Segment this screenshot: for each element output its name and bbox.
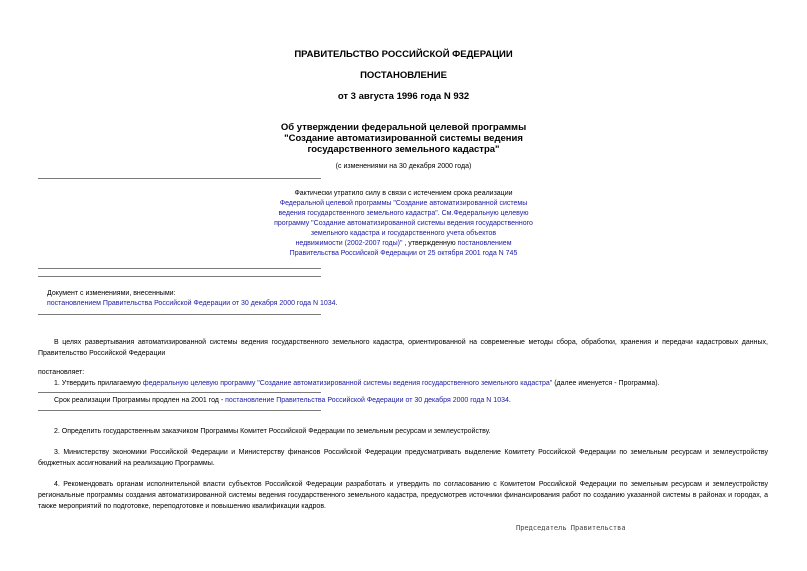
title-line-3: государственного земельного кадастра" [307,144,500,155]
term-text-a: Срок реализации Программы продлен на 2001 год - [54,397,226,404]
paragraph-2: 2. Определить государственным заказчиком Программы Комитет Российской Федерации по земельным ресурсам и землеустройству. [54,428,491,435]
intro-paragraph: В целях развертывания автоматизированной системы ведения государственного земельного кадастра, ориентированной на современные методы сбора, обработки, хранения и передачи кадастровых данных, Правительство Российской Федерации [38,339,768,357]
document-title [0,122,807,155]
title-line-2: "Создание автоматизированной системы ведения [284,133,523,144]
paragraph-3: 3. Министерству экономики Российской Федерации и Министерству финансов Российской Федерации предусматривать выделение Комитету Российской Федерации по земельным ресурсам и землеустройству бюджетных ассигнований на реализацию Программы. [38,449,768,467]
notice-line-1: Фактически утратило силу в связи с истечением срока реализации [294,190,513,197]
decree-word: постановляет: [38,369,85,376]
expiry-notice [0,189,807,259]
notice-approved-text: , утвержденную [402,240,458,247]
divider [38,392,321,393]
title-line-1: Об утверждении федеральной целевой программы [280,122,527,133]
notice-link-new-program-cont[interactable]: программу "Создание автоматизированной системы ведения государственного [274,220,533,227]
divider [38,178,321,179]
p1-text-a: 1. Утвердить прилагаемую [54,380,143,387]
document-date-number: от 3 августа 1996 года N 932 [337,91,470,102]
changes-block [47,289,338,309]
amendments-note: (с изменениями на 30 декабря 2000 года) [335,163,472,170]
notice-link-program[interactable]: Федеральной целевой программы "Создание автоматизированной системы [279,200,528,207]
government-heading: ПРАВИТЕЛЬСТВО РОССИЙСКОЙ ФЕДЕРАЦИИ [294,49,513,60]
notice-link-new-program-cont2[interactable]: земельного кадастра и государственного учета объектов [310,230,497,237]
notice-link-program-cont[interactable]: ведения государственного земельного кадастра". См. [278,210,454,217]
document-type: ПОСТАНОВЛЕНИЕ [360,70,447,81]
changes-label: Документ с изменениями, внесенными: [47,290,176,297]
notice-link-resolution[interactable]: постановлением [457,240,512,247]
changes-link[interactable]: постановлением Правительства Российской Федерации от 30 декабря 2000 года N 1034 [47,300,336,307]
term-text-b: . [508,397,511,404]
p1-program-link[interactable]: федеральную целевую программу "Создание автоматизированной системы ведения государственного земельного кадастра" [142,380,553,387]
notice-link-resolution-cont[interactable]: Правительства Российской Федерации от 25 октября 2001 года N 745 [289,250,518,257]
notice-link-new-program[interactable]: Федеральную целевую [453,210,529,217]
divider [38,268,321,269]
term-resolution-link[interactable]: постановление Правительства Российской Федерации от 30 декабря 2000 года N 1034 [225,397,509,404]
term-extension [54,395,774,406]
paragraph-4: 4. Рекомендовать органам исполнительной власти субъектов Российской Федерации разработать и утвердить по согласованию с Комитетом Российской Федерации по земельным ресурсам и землеустройству региональные программы создания автоматизированной системы ведения государственного земельного кадастра, предусмотрев источники финансирования работ по созданию указанной системы в районах и городах, а также мероприятий по подготовке, переподготовке и повышению квалификации кадров. [38,481,768,510]
notice-link-new-program-end[interactable]: недвижимости (2002-2007 годы)" [295,240,403,247]
paragraph-1 [54,378,774,389]
divider [38,276,321,277]
p1-text-b: (далее именуется - Программа). [552,380,660,387]
divider [38,410,321,411]
signature-title: Председатель Правительства [516,524,626,532]
changes-dot: . [335,300,338,307]
divider [38,314,321,315]
